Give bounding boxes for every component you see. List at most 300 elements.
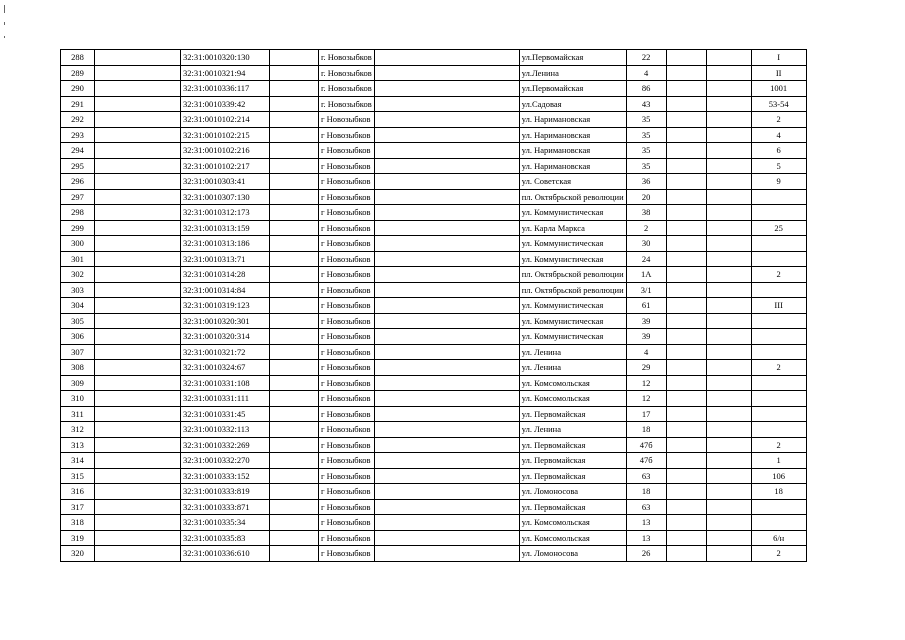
blank-cell bbox=[706, 515, 751, 531]
cadastral-number-cell: 32:31:0010102:216 bbox=[181, 143, 270, 159]
blank-cell bbox=[666, 65, 706, 81]
blank-cell bbox=[666, 81, 706, 97]
blank-cell bbox=[666, 251, 706, 267]
street-cell: ул. Комсомольская bbox=[519, 375, 626, 391]
apartment-cell bbox=[751, 391, 806, 407]
table-row bbox=[61, 236, 807, 252]
street-cell: пл. Октябрьской революции bbox=[519, 189, 626, 205]
blank-cell bbox=[374, 453, 519, 469]
blank-cell bbox=[666, 329, 706, 345]
blank-cell bbox=[706, 267, 751, 283]
city-cell: г Новозыбков bbox=[319, 468, 375, 484]
cadastral-number-cell: 32:31:0010333:871 bbox=[181, 499, 270, 515]
blank-cell bbox=[374, 515, 519, 531]
house-number-cell: 13 bbox=[626, 515, 666, 531]
row-number-cell: 312 bbox=[61, 422, 95, 438]
row-number-cell: 314 bbox=[61, 453, 95, 469]
blank-cell bbox=[270, 251, 319, 267]
house-number-cell: 12 bbox=[626, 375, 666, 391]
apartment-cell bbox=[751, 329, 806, 345]
blank-cell bbox=[374, 50, 519, 66]
street-cell: ул. Коммунистическая bbox=[519, 298, 626, 314]
apartment-cell: 6/н bbox=[751, 530, 806, 546]
street-cell: ул. Советская bbox=[519, 174, 626, 190]
blank-cell bbox=[666, 282, 706, 298]
blank-cell bbox=[270, 127, 319, 143]
house-number-cell: 1А bbox=[626, 267, 666, 283]
blank-cell bbox=[270, 484, 319, 500]
blank-cell bbox=[374, 220, 519, 236]
cadastral-number-cell: 32:31:0010102:217 bbox=[181, 158, 270, 174]
apartment-cell: 4 bbox=[751, 127, 806, 143]
cadastral-number-cell: 32:31:0010331:45 bbox=[181, 406, 270, 422]
table-row bbox=[61, 375, 807, 391]
house-number-cell: 43 bbox=[626, 96, 666, 112]
blank-cell bbox=[95, 329, 181, 345]
blank-cell bbox=[95, 127, 181, 143]
cadastral-number-cell: 32:31:0010336:117 bbox=[181, 81, 270, 97]
row-number-cell: 298 bbox=[61, 205, 95, 221]
house-number-cell: 17 bbox=[626, 406, 666, 422]
table-row bbox=[61, 220, 807, 236]
row-number-cell: 318 bbox=[61, 515, 95, 531]
city-cell: г Новозыбков bbox=[319, 205, 375, 221]
row-number-cell: 308 bbox=[61, 360, 95, 376]
apartment-cell: 2 bbox=[751, 437, 806, 453]
row-number-cell: 307 bbox=[61, 344, 95, 360]
blank-cell bbox=[270, 360, 319, 376]
blank-cell bbox=[706, 81, 751, 97]
blank-cell bbox=[374, 112, 519, 128]
apartment-cell bbox=[751, 422, 806, 438]
blank-cell bbox=[95, 406, 181, 422]
street-cell: ул. Первомайская bbox=[519, 437, 626, 453]
row-number-cell: 289 bbox=[61, 65, 95, 81]
apartment-cell: III bbox=[751, 298, 806, 314]
street-cell: ул. Коммунистическая bbox=[519, 329, 626, 345]
blank-cell bbox=[270, 50, 319, 66]
row-number-cell: 317 bbox=[61, 499, 95, 515]
blank-cell bbox=[270, 530, 319, 546]
table-row bbox=[61, 282, 807, 298]
blank-cell bbox=[374, 267, 519, 283]
table-row bbox=[61, 298, 807, 314]
blank-cell bbox=[270, 81, 319, 97]
city-cell: г Новозыбков bbox=[319, 484, 375, 500]
margin-mark bbox=[4, 22, 5, 25]
cadastral-number-cell: 32:31:0010319:123 bbox=[181, 298, 270, 314]
blank-cell bbox=[270, 329, 319, 345]
table-row bbox=[61, 360, 807, 376]
apartment-cell: 2 bbox=[751, 546, 806, 562]
blank-cell bbox=[270, 375, 319, 391]
blank-cell bbox=[270, 546, 319, 562]
table-row bbox=[61, 205, 807, 221]
table-row bbox=[61, 158, 807, 174]
street-cell: ул. Коммунистическая bbox=[519, 205, 626, 221]
blank-cell bbox=[374, 236, 519, 252]
cadastral-number-cell: 32:31:0010307:130 bbox=[181, 189, 270, 205]
blank-cell bbox=[666, 484, 706, 500]
blank-cell bbox=[374, 81, 519, 97]
table-row bbox=[61, 406, 807, 422]
house-number-cell: 63 bbox=[626, 468, 666, 484]
street-cell: ул. Карла Маркса bbox=[519, 220, 626, 236]
street-cell: ул. Первомайская bbox=[519, 499, 626, 515]
row-number-cell: 296 bbox=[61, 174, 95, 190]
apartment-cell bbox=[751, 499, 806, 515]
street-cell: ул. Первомайская bbox=[519, 406, 626, 422]
street-cell: ул. Коммунистическая bbox=[519, 251, 626, 267]
city-cell: г Новозыбков bbox=[319, 127, 375, 143]
blank-cell bbox=[666, 313, 706, 329]
blank-cell bbox=[666, 499, 706, 515]
blank-cell bbox=[666, 174, 706, 190]
house-number-cell: 26 bbox=[626, 546, 666, 562]
city-cell: г. Новозыбков bbox=[319, 96, 375, 112]
blank-cell bbox=[706, 189, 751, 205]
row-number-cell: 300 bbox=[61, 236, 95, 252]
blank-cell bbox=[666, 344, 706, 360]
cadastral-number-cell: 32:31:0010324:67 bbox=[181, 360, 270, 376]
blank-cell bbox=[666, 205, 706, 221]
street-cell: ул. Ленина bbox=[519, 360, 626, 376]
row-number-cell: 297 bbox=[61, 189, 95, 205]
blank-cell bbox=[374, 313, 519, 329]
blank-cell bbox=[374, 189, 519, 205]
blank-cell bbox=[95, 391, 181, 407]
blank-cell bbox=[95, 81, 181, 97]
blank-cell bbox=[95, 143, 181, 159]
table-row bbox=[61, 50, 807, 66]
blank-cell bbox=[706, 437, 751, 453]
row-number-cell: 316 bbox=[61, 484, 95, 500]
blank-cell bbox=[666, 453, 706, 469]
blank-cell bbox=[374, 406, 519, 422]
street-cell: ул. Коммунистическая bbox=[519, 236, 626, 252]
blank-cell bbox=[706, 499, 751, 515]
blank-cell bbox=[666, 298, 706, 314]
blank-cell bbox=[374, 282, 519, 298]
blank-cell bbox=[95, 220, 181, 236]
blank-cell bbox=[706, 251, 751, 267]
apartment-cell: 1 bbox=[751, 453, 806, 469]
city-cell: г Новозыбков bbox=[319, 174, 375, 190]
table-row bbox=[61, 96, 807, 112]
city-cell: г Новозыбков bbox=[319, 158, 375, 174]
table-row bbox=[61, 453, 807, 469]
blank-cell bbox=[95, 96, 181, 112]
apartment-cell: II bbox=[751, 65, 806, 81]
apartment-cell: 25 bbox=[751, 220, 806, 236]
table-row bbox=[61, 251, 807, 267]
cadastral-number-cell: 32:31:0010320:301 bbox=[181, 313, 270, 329]
city-cell: г Новозыбков bbox=[319, 313, 375, 329]
blank-cell bbox=[706, 422, 751, 438]
street-cell: ул. Коммунистическая bbox=[519, 313, 626, 329]
house-number-cell: 22 bbox=[626, 50, 666, 66]
row-number-cell: 311 bbox=[61, 406, 95, 422]
blank-cell bbox=[95, 468, 181, 484]
apartment-cell: 9 bbox=[751, 174, 806, 190]
row-number-cell: 293 bbox=[61, 127, 95, 143]
street-cell: ул. Ленина bbox=[519, 422, 626, 438]
apartment-cell bbox=[751, 236, 806, 252]
apartment-cell: 53-54 bbox=[751, 96, 806, 112]
blank-cell bbox=[706, 375, 751, 391]
blank-cell bbox=[270, 189, 319, 205]
blank-cell bbox=[374, 391, 519, 407]
blank-cell bbox=[706, 127, 751, 143]
street-cell: ул.Садовая bbox=[519, 96, 626, 112]
blank-cell bbox=[95, 50, 181, 66]
house-number-cell: 18 bbox=[626, 484, 666, 500]
row-number-cell: 309 bbox=[61, 375, 95, 391]
table-row bbox=[61, 546, 807, 562]
blank-cell bbox=[270, 468, 319, 484]
blank-cell bbox=[706, 112, 751, 128]
blank-cell bbox=[706, 406, 751, 422]
house-number-cell: 13 bbox=[626, 530, 666, 546]
house-number-cell: 2 bbox=[626, 220, 666, 236]
blank-cell bbox=[95, 112, 181, 128]
row-number-cell: 302 bbox=[61, 267, 95, 283]
blank-cell bbox=[706, 50, 751, 66]
apartment-cell: I bbox=[751, 50, 806, 66]
cadastral-number-cell: 32:31:0010331:111 bbox=[181, 391, 270, 407]
city-cell: г Новозыбков bbox=[319, 298, 375, 314]
house-number-cell: 86 bbox=[626, 81, 666, 97]
blank-cell bbox=[270, 298, 319, 314]
street-cell: ул. Наримановская bbox=[519, 158, 626, 174]
cadastral-number-cell: 32:31:0010333:819 bbox=[181, 484, 270, 500]
blank-cell bbox=[374, 174, 519, 190]
table-row bbox=[61, 65, 807, 81]
blank-cell bbox=[95, 499, 181, 515]
blank-cell bbox=[706, 360, 751, 376]
blank-cell bbox=[706, 96, 751, 112]
blank-cell bbox=[374, 158, 519, 174]
street-cell: ул. Ломоносова bbox=[519, 484, 626, 500]
street-cell: пл. Октябрьской революции bbox=[519, 282, 626, 298]
city-cell: г Новозыбков bbox=[319, 267, 375, 283]
cadastral-number-cell: 32:31:0010313:71 bbox=[181, 251, 270, 267]
blank-cell bbox=[706, 344, 751, 360]
table-row bbox=[61, 515, 807, 531]
blank-cell bbox=[666, 158, 706, 174]
house-number-cell: 29 bbox=[626, 360, 666, 376]
apartment-cell: 106 bbox=[751, 468, 806, 484]
row-number-cell: 301 bbox=[61, 251, 95, 267]
cadastral-number-cell: 32:31:0010339:42 bbox=[181, 96, 270, 112]
cadastral-number-cell: 32:31:0010321:72 bbox=[181, 344, 270, 360]
city-cell: г Новозыбков bbox=[319, 422, 375, 438]
blank-cell bbox=[374, 499, 519, 515]
cadastral-number-cell: 32:31:0010333:152 bbox=[181, 468, 270, 484]
house-number-cell: 39 bbox=[626, 329, 666, 345]
city-cell: г Новозыбков bbox=[319, 251, 375, 267]
blank-cell bbox=[374, 329, 519, 345]
blank-cell bbox=[95, 546, 181, 562]
blank-cell bbox=[706, 391, 751, 407]
city-cell: г Новозыбков bbox=[319, 236, 375, 252]
street-cell: ул. Ломоносова bbox=[519, 546, 626, 562]
row-number-cell: 294 bbox=[61, 143, 95, 159]
blank-cell bbox=[270, 174, 319, 190]
blank-cell bbox=[666, 406, 706, 422]
city-cell: г Новозыбков bbox=[319, 375, 375, 391]
city-cell: г Новозыбков bbox=[319, 112, 375, 128]
blank-cell bbox=[95, 267, 181, 283]
table-row bbox=[61, 391, 807, 407]
table-row bbox=[61, 422, 807, 438]
blank-cell bbox=[374, 344, 519, 360]
street-cell: ул. Наримановская bbox=[519, 127, 626, 143]
apartment-cell: 2 bbox=[751, 267, 806, 283]
table-row bbox=[61, 127, 807, 143]
cadastral-number-cell: 32:31:0010336:610 bbox=[181, 546, 270, 562]
blank-cell bbox=[374, 468, 519, 484]
table-body bbox=[61, 50, 807, 562]
blank-cell bbox=[666, 189, 706, 205]
apartment-cell bbox=[751, 406, 806, 422]
apartment-cell bbox=[751, 375, 806, 391]
blank-cell bbox=[95, 360, 181, 376]
cadastral-number-cell: 32:31:0010303:41 bbox=[181, 174, 270, 190]
blank-cell bbox=[666, 112, 706, 128]
blank-cell bbox=[706, 484, 751, 500]
blank-cell bbox=[95, 530, 181, 546]
cadastral-number-cell: 32:31:0010320:130 bbox=[181, 50, 270, 66]
house-number-cell: 18 bbox=[626, 422, 666, 438]
blank-cell bbox=[270, 499, 319, 515]
blank-cell bbox=[706, 530, 751, 546]
city-cell: г Новозыбков bbox=[319, 360, 375, 376]
blank-cell bbox=[374, 251, 519, 267]
row-number-cell: 292 bbox=[61, 112, 95, 128]
cadastral-number-cell: 32:31:0010313:159 bbox=[181, 220, 270, 236]
apartment-cell bbox=[751, 344, 806, 360]
margin-mark bbox=[4, 36, 5, 38]
blank-cell bbox=[706, 236, 751, 252]
house-number-cell: 35 bbox=[626, 143, 666, 159]
table-row bbox=[61, 329, 807, 345]
cadastral-number-cell: 32:31:0010102:214 bbox=[181, 112, 270, 128]
blank-cell bbox=[374, 205, 519, 221]
blank-cell bbox=[95, 515, 181, 531]
city-cell: г Новозыбков bbox=[319, 329, 375, 345]
city-cell: г Новозыбков bbox=[319, 189, 375, 205]
blank-cell bbox=[270, 96, 319, 112]
blank-cell bbox=[95, 437, 181, 453]
blank-cell bbox=[706, 65, 751, 81]
cadastral-number-cell: 32:31:0010331:108 bbox=[181, 375, 270, 391]
city-cell: г Новозыбков bbox=[319, 499, 375, 515]
blank-cell bbox=[374, 437, 519, 453]
blank-cell bbox=[706, 174, 751, 190]
blank-cell bbox=[270, 158, 319, 174]
blank-cell bbox=[95, 189, 181, 205]
blank-cell bbox=[270, 236, 319, 252]
row-number-cell: 299 bbox=[61, 220, 95, 236]
blank-cell bbox=[95, 422, 181, 438]
apartment-cell: 6 bbox=[751, 143, 806, 159]
blank-cell bbox=[374, 298, 519, 314]
street-cell: ул.Первомайская bbox=[519, 81, 626, 97]
cadastral-number-cell: 32:31:0010320:314 bbox=[181, 329, 270, 345]
row-number-cell: 288 bbox=[61, 50, 95, 66]
blank-cell bbox=[666, 236, 706, 252]
table-row bbox=[61, 81, 807, 97]
row-number-cell: 304 bbox=[61, 298, 95, 314]
house-number-cell: 47б bbox=[626, 453, 666, 469]
row-number-cell: 310 bbox=[61, 391, 95, 407]
house-number-cell: 4 bbox=[626, 344, 666, 360]
house-number-cell: 35 bbox=[626, 127, 666, 143]
city-cell: г Новозыбков bbox=[319, 546, 375, 562]
blank-cell bbox=[270, 205, 319, 221]
blank-cell bbox=[706, 546, 751, 562]
blank-cell bbox=[666, 391, 706, 407]
row-number-cell: 303 bbox=[61, 282, 95, 298]
blank-cell bbox=[374, 484, 519, 500]
blank-cell bbox=[270, 282, 319, 298]
cadastral-number-cell: 32:31:0010335:83 bbox=[181, 530, 270, 546]
blank-cell bbox=[270, 406, 319, 422]
cadastral-number-cell: 32:31:0010313:186 bbox=[181, 236, 270, 252]
blank-cell bbox=[95, 158, 181, 174]
blank-cell bbox=[706, 220, 751, 236]
blank-cell bbox=[95, 298, 181, 314]
blank-cell bbox=[270, 344, 319, 360]
blank-cell bbox=[95, 375, 181, 391]
house-number-cell: 63 bbox=[626, 499, 666, 515]
apartment-cell: 1001 bbox=[751, 81, 806, 97]
blank-cell bbox=[95, 344, 181, 360]
blank-cell bbox=[706, 329, 751, 345]
blank-cell bbox=[270, 220, 319, 236]
blank-cell bbox=[95, 484, 181, 500]
blank-cell bbox=[666, 143, 706, 159]
table-row bbox=[61, 267, 807, 283]
blank-cell bbox=[374, 143, 519, 159]
table-row bbox=[61, 143, 807, 159]
house-number-cell: 47б bbox=[626, 437, 666, 453]
cadastral-number-cell: 32:31:0010332:269 bbox=[181, 437, 270, 453]
blank-cell bbox=[95, 65, 181, 81]
table-row bbox=[61, 437, 807, 453]
blank-cell bbox=[270, 143, 319, 159]
blank-cell bbox=[706, 143, 751, 159]
table-row bbox=[61, 499, 807, 515]
blank-cell bbox=[666, 422, 706, 438]
blank-cell bbox=[95, 453, 181, 469]
row-number-cell: 320 bbox=[61, 546, 95, 562]
house-number-cell: 61 bbox=[626, 298, 666, 314]
city-cell: г Новозыбков bbox=[319, 406, 375, 422]
city-cell: г Новозыбков bbox=[319, 515, 375, 531]
blank-cell bbox=[95, 174, 181, 190]
house-number-cell: 39 bbox=[626, 313, 666, 329]
street-cell: ул. Наримановская bbox=[519, 112, 626, 128]
apartment-cell: 2 bbox=[751, 360, 806, 376]
city-cell: г Новозыбков bbox=[319, 391, 375, 407]
apartment-cell bbox=[751, 515, 806, 531]
cadastral-number-cell: 32:31:0010314:84 bbox=[181, 282, 270, 298]
cadastral-number-cell: 32:31:0010321:94 bbox=[181, 65, 270, 81]
blank-cell bbox=[666, 267, 706, 283]
blank-cell bbox=[706, 468, 751, 484]
